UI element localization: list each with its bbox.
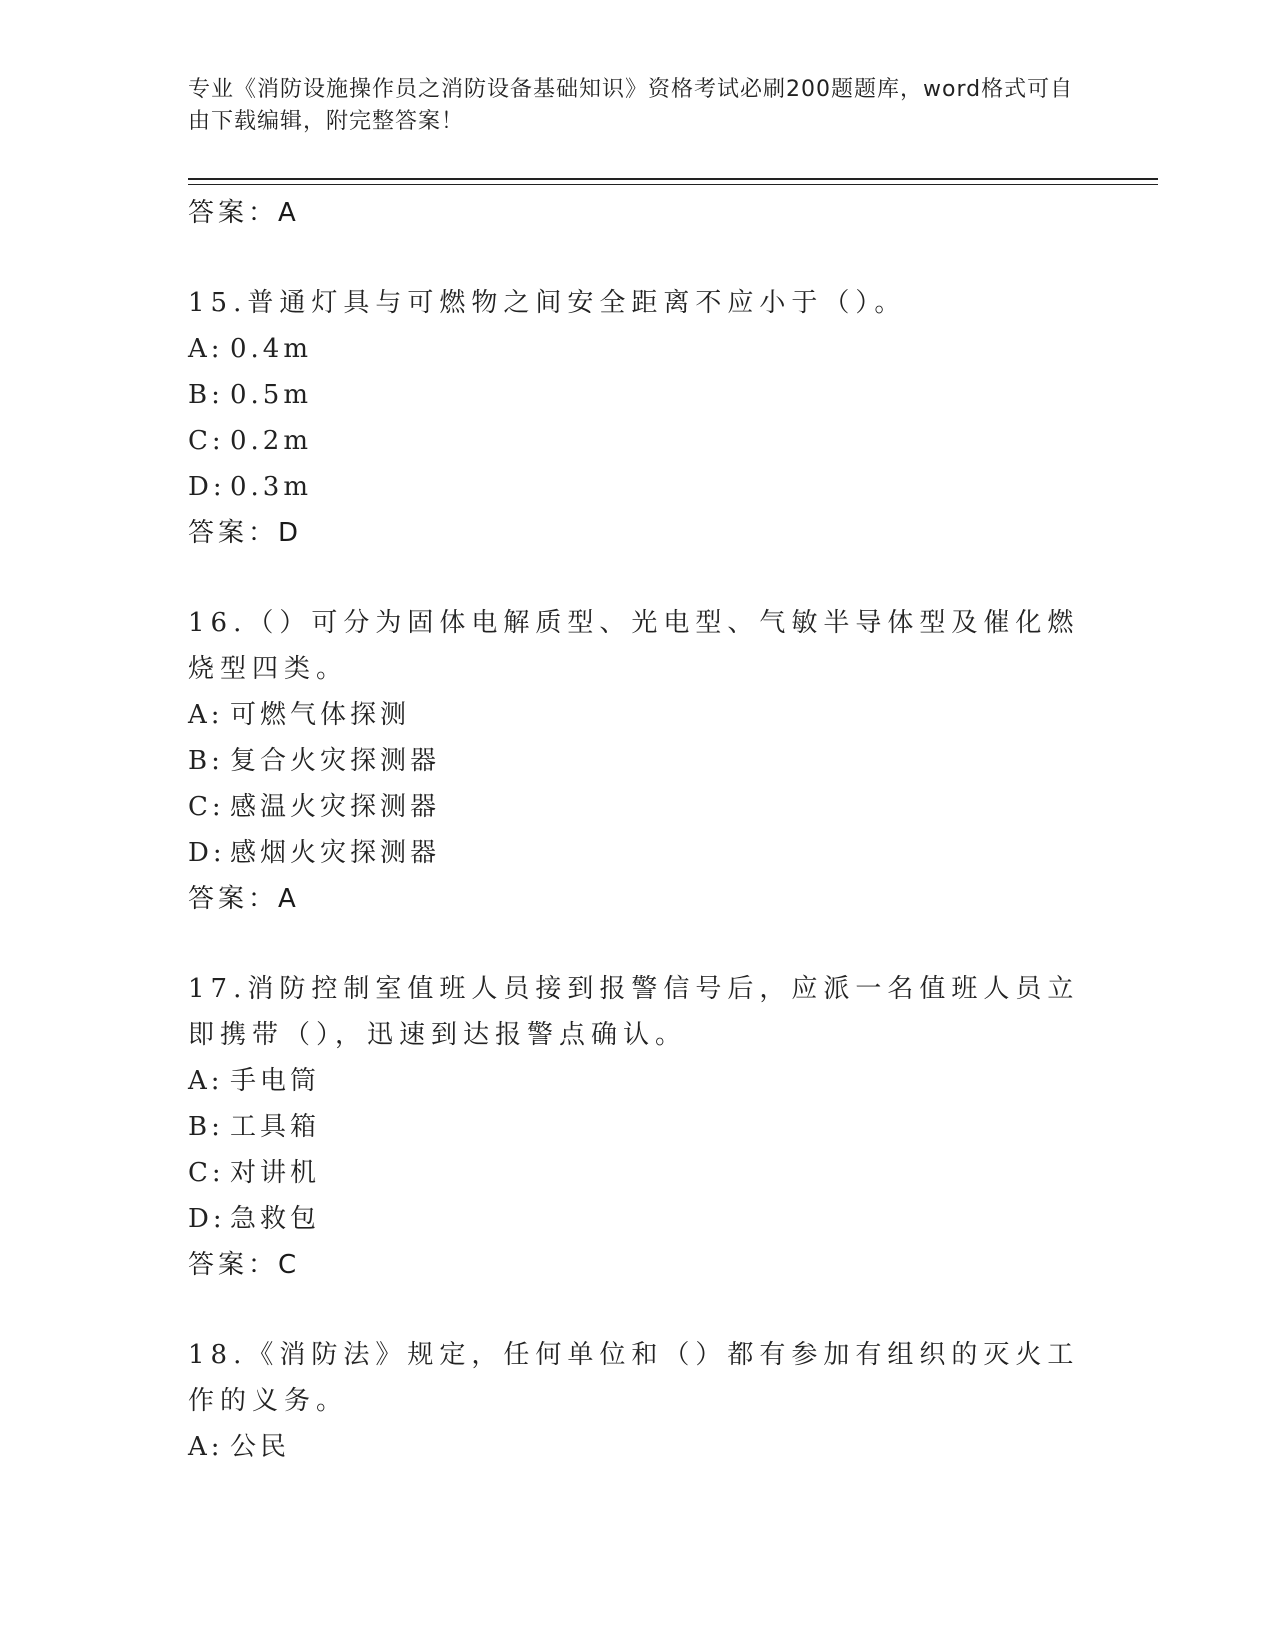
- option-letter: A:: [188, 1066, 224, 1096]
- option-letter: D:: [188, 838, 226, 868]
- answer-label: 答案：: [188, 518, 279, 548]
- question-stem: 15.普通灯具与可燃物之间安全距离不应小于（）。: [188, 288, 907, 318]
- header-rule-thin: [188, 184, 1158, 185]
- option-text: 0.4m: [230, 334, 313, 364]
- spacer: [188, 1288, 1088, 1332]
- document-header: 专业《消防设施操作员之消防设备基础知识》资格考试必刷200题题库，word格式可自由下载编辑，附完整答案！: [188, 77, 1074, 134]
- answer-label: 答案：: [188, 198, 279, 228]
- option-text: 0.2m: [230, 426, 313, 456]
- question-block: [188, 1332, 1088, 1470]
- question-stem: 18.《消防法》规定，任何单位和（）都有参加有组织的灭火工作的义务。: [188, 1340, 1080, 1416]
- answer-line: [188, 876, 1088, 922]
- question-list: [188, 190, 1088, 1470]
- spacer: [188, 922, 1088, 966]
- option-letter: D:: [188, 1204, 226, 1234]
- option-text: 感温火灾探测器: [230, 792, 441, 822]
- spacer: [188, 236, 1088, 280]
- option-letter: B:: [188, 380, 224, 410]
- option-letter: D:: [188, 472, 226, 502]
- answer-line: [188, 1242, 1088, 1288]
- option-text: 0.5m: [230, 380, 313, 410]
- option-text: 0.3m: [230, 472, 313, 502]
- question-block: [188, 966, 1088, 1288]
- option-d: [188, 1196, 1088, 1242]
- option-d: [188, 830, 1088, 876]
- option-text: 急救包: [230, 1204, 321, 1234]
- option-c: [188, 418, 1088, 464]
- option-a: [188, 692, 1088, 738]
- answer-value: C: [278, 1250, 299, 1280]
- option-letter: C:: [188, 792, 225, 822]
- option-b: [188, 372, 1088, 418]
- option-a: [188, 326, 1088, 372]
- option-c: [188, 1150, 1088, 1196]
- answer-value: D: [278, 518, 301, 548]
- spacer: [188, 556, 1088, 600]
- option-text: 复合火灾探测器: [230, 746, 441, 776]
- option-a: [188, 1424, 1088, 1470]
- option-letter: C:: [188, 1158, 225, 1188]
- answer-value: A: [278, 884, 298, 914]
- question-block: [188, 600, 1088, 922]
- option-text: 手电筒: [230, 1066, 321, 1096]
- option-text: 感烟火灾探测器: [230, 838, 441, 868]
- option-letter: A:: [188, 334, 224, 364]
- header-rule-thick: [188, 178, 1158, 180]
- option-letter: A:: [188, 1432, 224, 1462]
- option-c: [188, 784, 1088, 830]
- option-d: [188, 464, 1088, 510]
- answer-value: A: [278, 198, 298, 228]
- option-letter: C:: [188, 426, 225, 456]
- option-b: [188, 738, 1088, 784]
- option-text: 对讲机: [230, 1158, 321, 1188]
- answer-line: [188, 510, 1088, 556]
- answer-label: 答案：: [188, 884, 279, 914]
- option-text: 公民: [230, 1432, 291, 1462]
- option-b: [188, 1104, 1088, 1150]
- answer-line: [188, 190, 1088, 236]
- question-stem: 16.（）可分为固体电解质型、光电型、气敏半导体型及催化燃烧型四类。: [188, 608, 1080, 684]
- question-block: [188, 280, 1088, 556]
- question-stem: 17.消防控制室值班人员接到报警信号后，应派一名值班人员立即携带（），迅速到达报警点确认。: [188, 974, 1080, 1050]
- option-a: [188, 1058, 1088, 1104]
- option-text: 可燃气体探测: [230, 700, 411, 730]
- option-letter: B:: [188, 746, 224, 776]
- answer-label: 答案：: [188, 1250, 279, 1280]
- option-letter: B:: [188, 1112, 224, 1142]
- option-text: 工具箱: [230, 1112, 321, 1142]
- option-letter: A:: [188, 700, 224, 730]
